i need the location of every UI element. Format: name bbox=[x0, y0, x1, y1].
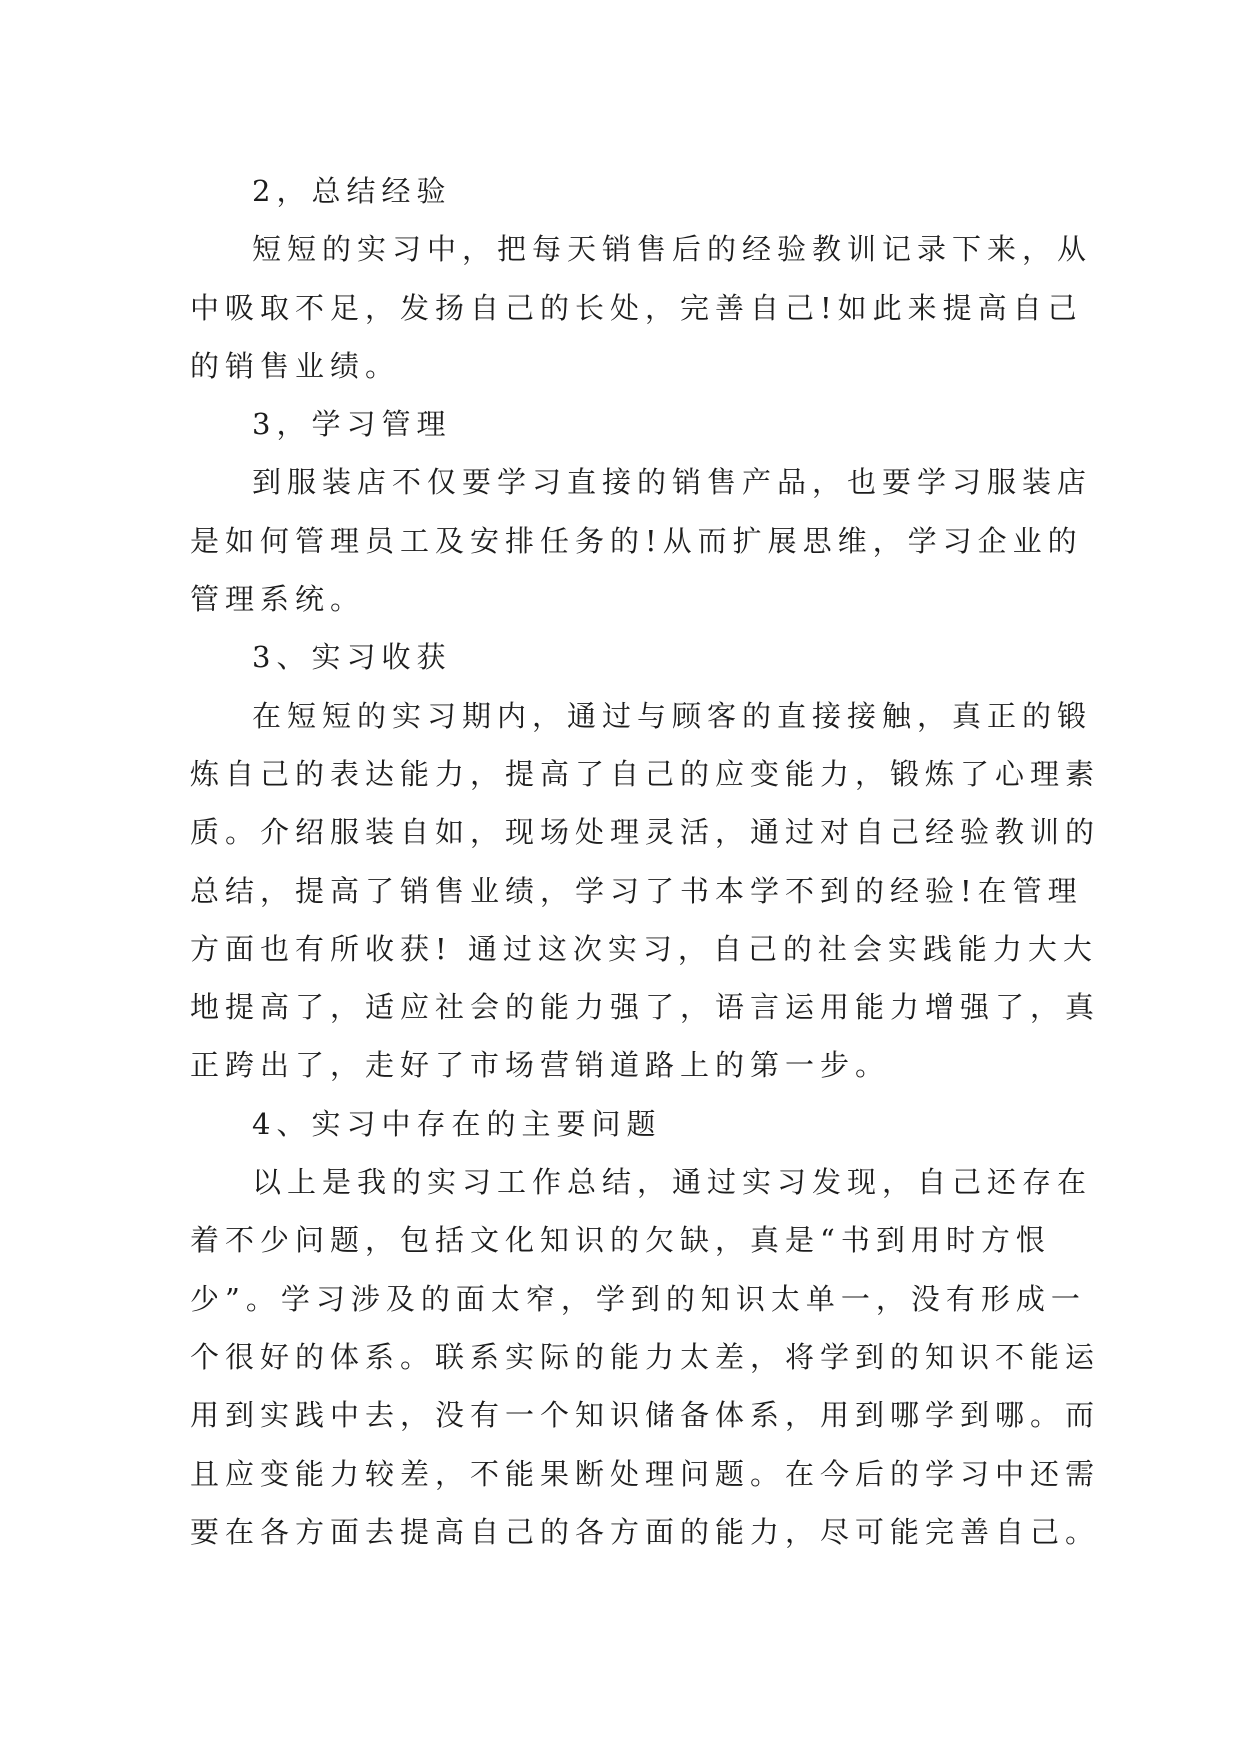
paragraph-line: 中吸取不足，发扬自己的长处，完善自己!如此来提高自己 bbox=[190, 290, 1083, 325]
section-heading-problems: 4、实习中存在的主要问题 bbox=[252, 1106, 662, 1141]
section-heading-summary: 2，总结经验 bbox=[252, 174, 452, 208]
section-heading-gains: 3、实习收获 bbox=[252, 640, 452, 675]
paragraph-line: 着不少问题，包括文化知识的欠缺，真是“书到用时方恨 bbox=[190, 1223, 1051, 1258]
paragraph-line: 用到实践中去，没有一个知识储备体系，用到哪学到哪。而 bbox=[190, 1398, 1101, 1433]
paragraph-line: 的销售业绩。 bbox=[190, 348, 401, 383]
paragraph-line: 个很好的体系。联系实际的能力太差，将学到的知识不能运 bbox=[190, 1339, 1101, 1374]
paragraph-line: 在短短的实习期内，通过与顾客的直接接触，真正的锻 bbox=[252, 698, 1093, 733]
paragraph-line: 要在各方面去提高自己的各方面的能力，尽可能完善自己。 bbox=[190, 1514, 1101, 1549]
paragraph-line: 正跨出了，走好了市场营销道路上的第一步。 bbox=[190, 1048, 891, 1083]
paragraph-line: 地提高了，适应社会的能力强了，语言运用能力增强了，真 bbox=[190, 990, 1101, 1025]
paragraph-line: 少”。学习涉及的面太窄，学到的知识太单一，没有形成一 bbox=[190, 1281, 1086, 1316]
paragraph-line: 质。介绍服装自如，现场处理灵活，通过对自己经验教训的 bbox=[190, 815, 1101, 850]
paragraph-summary bbox=[190, 220, 1093, 395]
section-heading-management: 3，学习管理 bbox=[252, 407, 452, 442]
paragraph-line: 总结，提高了销售业绩，学习了书本学不到的经验!在管理 bbox=[190, 873, 1083, 908]
paragraph-line: 是如何管理员工及安排任务的!从而扩展思维，学习企业的 bbox=[190, 523, 1083, 558]
paragraph-line: 管理系统。 bbox=[190, 582, 366, 617]
document-page bbox=[190, 162, 1101, 1561]
paragraph-problems bbox=[190, 1153, 1101, 1561]
paragraph-management bbox=[190, 453, 1093, 628]
paragraph-line: 以上是我的实习工作总结，通过实习发现，自己还存在 bbox=[252, 1165, 1093, 1200]
paragraph-gains bbox=[190, 687, 1101, 1095]
paragraph-line: 且应变能力较差，不能果断处理问题。在今后的学习中还需 bbox=[190, 1456, 1101, 1491]
paragraph-line: 到服装店不仅要学习直接的销售产品，也要学习服装店 bbox=[252, 465, 1093, 500]
paragraph-line: 炼自己的表达能力，提高了自己的应变能力，锻炼了心理素 bbox=[190, 756, 1101, 791]
paragraph-line: 短短的实习中，把每天销售后的经验教训记录下来，从 bbox=[252, 232, 1093, 267]
paragraph-line: 方面也有所收获! 通过这次实习，自己的社会实践能力大大 bbox=[190, 931, 1098, 966]
